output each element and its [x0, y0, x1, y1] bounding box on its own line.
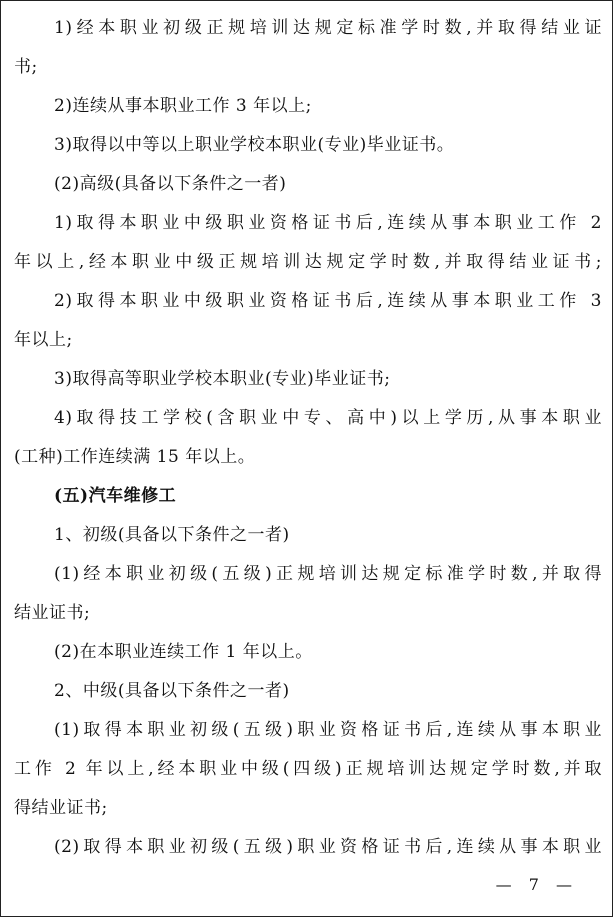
text-line: 年以上; [14, 330, 73, 350]
text-line: (1)经本职业初级(五级)正规培训达规定标准学时数,并取得 [54, 564, 602, 584]
text-line: 工作 2 年以上,经本职业中级(四级)正规培训达规定学时数,并取 [14, 759, 602, 779]
page-number: — 7 — [495, 875, 578, 894]
text-line: 2)连续从事本职业工作 3 年以上; [54, 96, 312, 116]
text-line: 得结业证书; [14, 798, 108, 818]
text-line: 3)取得以中等以上职业学校本职业(专业)毕业证书。 [54, 135, 455, 155]
text-line: (1)取得本职业初级(五级)职业资格证书后,连续从事本职业 [54, 720, 602, 740]
text-line: (2)取得本职业初级(五级)职业资格证书后,连续从事本职业 [54, 837, 602, 857]
text-line: 1)经本职业初级正规培训达规定标准学时数,并取得结业证 [54, 18, 602, 38]
text-line: 年以上,经本职业中级正规培训达规定学时数,并取得结业证书; [14, 252, 602, 272]
text-line: 结业证书; [14, 603, 91, 623]
text-line: (工种)工作连续满 15 年以上。 [14, 447, 256, 467]
text-line: 2、中级(具备以下条件之一者) [54, 681, 290, 701]
text-line: 3)取得高等职业学校本职业(专业)毕业证书; [54, 369, 391, 389]
section-heading: (五)汽车维修工 [54, 486, 177, 506]
text-line: 4)取得技工学校(含职业中专、高中)以上学历,从事本职业 [54, 408, 602, 428]
text-line: 书; [14, 57, 38, 77]
text-line: (2)在本职业连续工作 1 年以上。 [54, 642, 313, 662]
text-line: 2)取得本职业中级职业资格证书后,连续从事本职业工作 3 [54, 291, 602, 311]
text-line: 1)取得本职业中级职业资格证书后,连续从事本职业工作 2 [54, 213, 602, 233]
document-body [14, 9, 602, 867]
text-line: 1、初级(具备以下条件之一者) [54, 525, 290, 545]
text-line: (2)高级(具备以下条件之一者) [54, 174, 287, 194]
